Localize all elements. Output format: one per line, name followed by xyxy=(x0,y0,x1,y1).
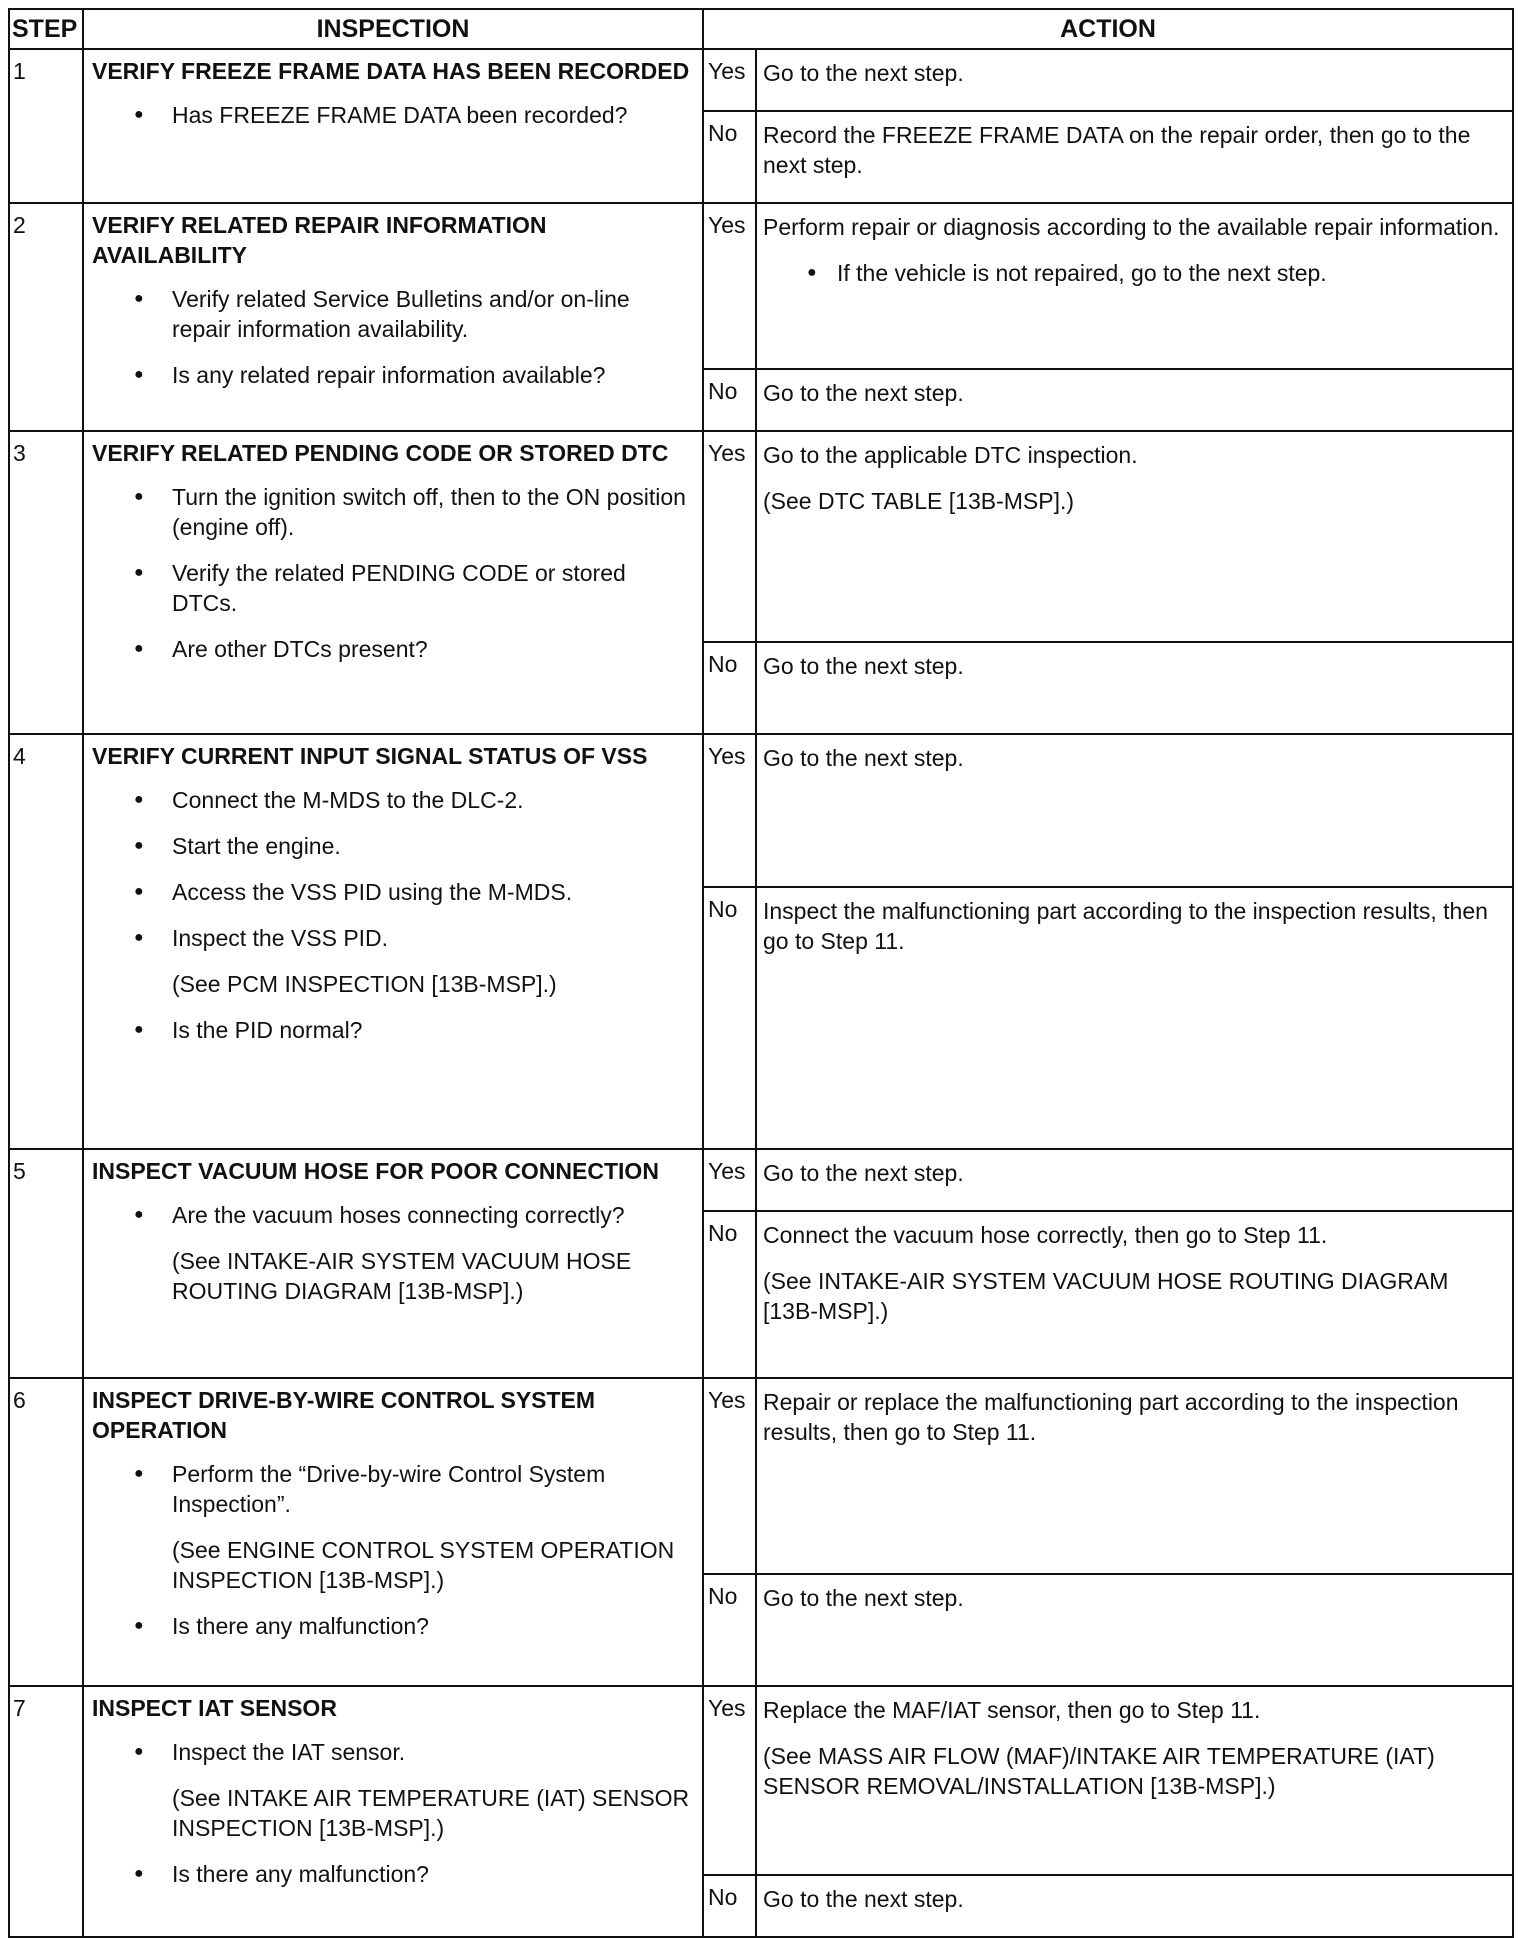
inspection-title: VERIFY RELATED PENDING CODE OR STORED DTC xyxy=(92,440,669,466)
step-row-7-yes xyxy=(9,1686,1513,1875)
no-action xyxy=(756,642,1513,734)
no-action xyxy=(756,1211,1513,1378)
yes-action xyxy=(756,734,1513,887)
inspection-cell xyxy=(83,431,703,734)
table-body xyxy=(9,49,1513,1937)
yes-label: Yes xyxy=(703,734,756,887)
action-text: Inspect the malfunctioning part according to the inspection results, then go to Step 11. xyxy=(763,898,1488,954)
inspection-bullet: ● Perform the “Drive-by-wire Control System Inspection”. xyxy=(92,1459,694,1519)
action-text: Go to the applicable DTC inspection. xyxy=(763,442,1138,468)
inspection-reference: (See INTAKE-AIR SYSTEM VACUUM HOSE ROUTING DIAGRAM [13B-MSP].) xyxy=(172,1248,632,1304)
step-number: 1 xyxy=(9,49,83,203)
inspection-bullet: ● Is the PID normal? xyxy=(92,1015,694,1045)
yes-action xyxy=(756,49,1513,111)
action-text: Record the FREEZE FRAME DATA on the repair order, then go to the next step. xyxy=(763,122,1471,178)
action-text: Perform repair or diagnosis according to the available repair information. xyxy=(763,214,1500,240)
yes-label: Yes xyxy=(703,1378,756,1574)
diagnostic-procedure-table xyxy=(8,8,1512,1938)
inspection-cell xyxy=(83,1149,703,1378)
inspection-title: VERIFY RELATED REPAIR INFORMATION AVAILABILITY xyxy=(92,212,547,268)
action-text: Repair or replace the malfunctioning part according to the inspection results, then go to Step 11. xyxy=(763,1389,1459,1445)
inspection-title: VERIFY CURRENT INPUT SIGNAL STATUS OF VSS xyxy=(92,743,648,769)
inspection-title: VERIFY FREEZE FRAME DATA HAS BEEN RECORDED xyxy=(92,58,690,84)
no-label: No xyxy=(703,111,756,203)
yes-label: Yes xyxy=(703,431,756,642)
inspection-cell xyxy=(83,1686,703,1937)
step-row-3-yes xyxy=(9,431,1513,642)
header-step: STEP xyxy=(9,9,83,49)
inspection-reference: (See INTAKE AIR TEMPERATURE (IAT) SENSOR INSPECTION [13B-MSP].) xyxy=(172,1785,690,1841)
inspection-bullet: ● Access the VSS PID using the M-MDS. xyxy=(92,877,694,907)
step-row-4-yes xyxy=(9,734,1513,887)
step-number: 3 xyxy=(9,431,83,734)
action-text: Go to the next step. xyxy=(763,653,964,679)
header-inspection: INSPECTION xyxy=(83,9,703,49)
step-row-2-yes xyxy=(9,203,1513,369)
inspection-bullet: ● Are other DTCs present? xyxy=(92,634,694,664)
header-action: ACTION xyxy=(703,9,1513,49)
inspection-bullet: ● Inspect the IAT sensor. xyxy=(92,1737,694,1767)
yes-action xyxy=(756,1378,1513,1574)
yes-label: Yes xyxy=(703,1686,756,1875)
step-number: 7 xyxy=(9,1686,83,1937)
no-label: No xyxy=(703,1574,756,1686)
step-number: 2 xyxy=(9,203,83,431)
inspection-reference: (See ENGINE CONTROL SYSTEM OPERATION INSPECTION [13B-MSP].) xyxy=(172,1537,675,1593)
step-row-1-yes xyxy=(9,49,1513,111)
action-bullet: ● If the vehicle is not repaired, go to the next step. xyxy=(763,258,1506,288)
yes-action xyxy=(756,1686,1513,1875)
action-text: (See DTC TABLE [13B-MSP].) xyxy=(763,488,1075,514)
yes-action xyxy=(756,1149,1513,1211)
table-header-row xyxy=(9,9,1513,49)
inspection-bullet: ● Verify the related PENDING CODE or stored DTCs. xyxy=(92,558,694,618)
no-label: No xyxy=(703,369,756,431)
inspection-bullet: ● Start the engine. xyxy=(92,831,694,861)
action-text: Go to the next step. xyxy=(763,1886,964,1912)
inspection-bullet: ● Has FREEZE FRAME DATA been recorded? xyxy=(92,100,694,130)
inspection-bullet: ● Verify related Service Bulletins and/or on-line repair information availability. xyxy=(92,284,694,344)
step-row-5-yes xyxy=(9,1149,1513,1211)
yes-action xyxy=(756,431,1513,642)
action-text: Go to the next step. xyxy=(763,1585,964,1611)
action-text: Go to the next step. xyxy=(763,60,964,86)
action-text: Go to the next step. xyxy=(763,745,964,771)
action-text: (See INTAKE-AIR SYSTEM VACUUM HOSE ROUTING DIAGRAM [13B-MSP].) xyxy=(763,1268,1449,1324)
inspection-bullet: ● Inspect the VSS PID. xyxy=(92,923,694,953)
no-label: No xyxy=(703,887,756,1149)
inspection-bullet: ● Turn the ignition switch off, then to the ON position (engine off). xyxy=(92,482,694,542)
inspection-table xyxy=(8,8,1514,1938)
inspection-cell xyxy=(83,203,703,431)
inspection-bullet: ● Connect the M-MDS to the DLC-2. xyxy=(92,785,694,815)
action-text: Connect the vacuum hose correctly, then go to Step 11. xyxy=(763,1222,1328,1248)
inspection-bullet: ● Are the vacuum hoses connecting correctly? xyxy=(92,1200,694,1230)
no-action xyxy=(756,369,1513,431)
yes-action xyxy=(756,203,1513,369)
inspection-bullet: ● Is there any malfunction? xyxy=(92,1859,694,1889)
inspection-cell xyxy=(83,734,703,1149)
inspection-title: INSPECT DRIVE-BY-WIRE CONTROL SYSTEM OPERATION xyxy=(92,1387,596,1443)
inspection-bullet: ● Is there any malfunction? xyxy=(92,1611,694,1641)
inspection-bullet: ● Is any related repair information available? xyxy=(92,360,694,390)
no-action xyxy=(756,1875,1513,1937)
step-row-6-yes xyxy=(9,1378,1513,1574)
no-label: No xyxy=(703,1211,756,1378)
no-label: No xyxy=(703,642,756,734)
inspection-title: INSPECT IAT SENSOR xyxy=(92,1695,337,1721)
action-text: Go to the next step. xyxy=(763,380,964,406)
step-number: 6 xyxy=(9,1378,83,1686)
no-action xyxy=(756,111,1513,203)
no-action xyxy=(756,1574,1513,1686)
inspection-reference: (See PCM INSPECTION [13B-MSP].) xyxy=(172,971,557,997)
no-label: No xyxy=(703,1875,756,1937)
inspection-cell xyxy=(83,1378,703,1686)
yes-label: Yes xyxy=(703,49,756,111)
step-number: 5 xyxy=(9,1149,83,1378)
yes-label: Yes xyxy=(703,203,756,369)
action-text: Replace the MAF/IAT sensor, then go to Step 11. xyxy=(763,1697,1261,1723)
inspection-title: INSPECT VACUUM HOSE FOR POOR CONNECTION xyxy=(92,1158,659,1184)
step-number: 4 xyxy=(9,734,83,1149)
action-text: (See MASS AIR FLOW (MAF)/INTAKE AIR TEMPERATURE (IAT) SENSOR REMOVAL/INSTALLATION [13B-MSP].) xyxy=(763,1743,1435,1799)
no-action xyxy=(756,887,1513,1149)
yes-label: Yes xyxy=(703,1149,756,1211)
inspection-cell xyxy=(83,49,703,203)
action-text: Go to the next step. xyxy=(763,1160,964,1186)
